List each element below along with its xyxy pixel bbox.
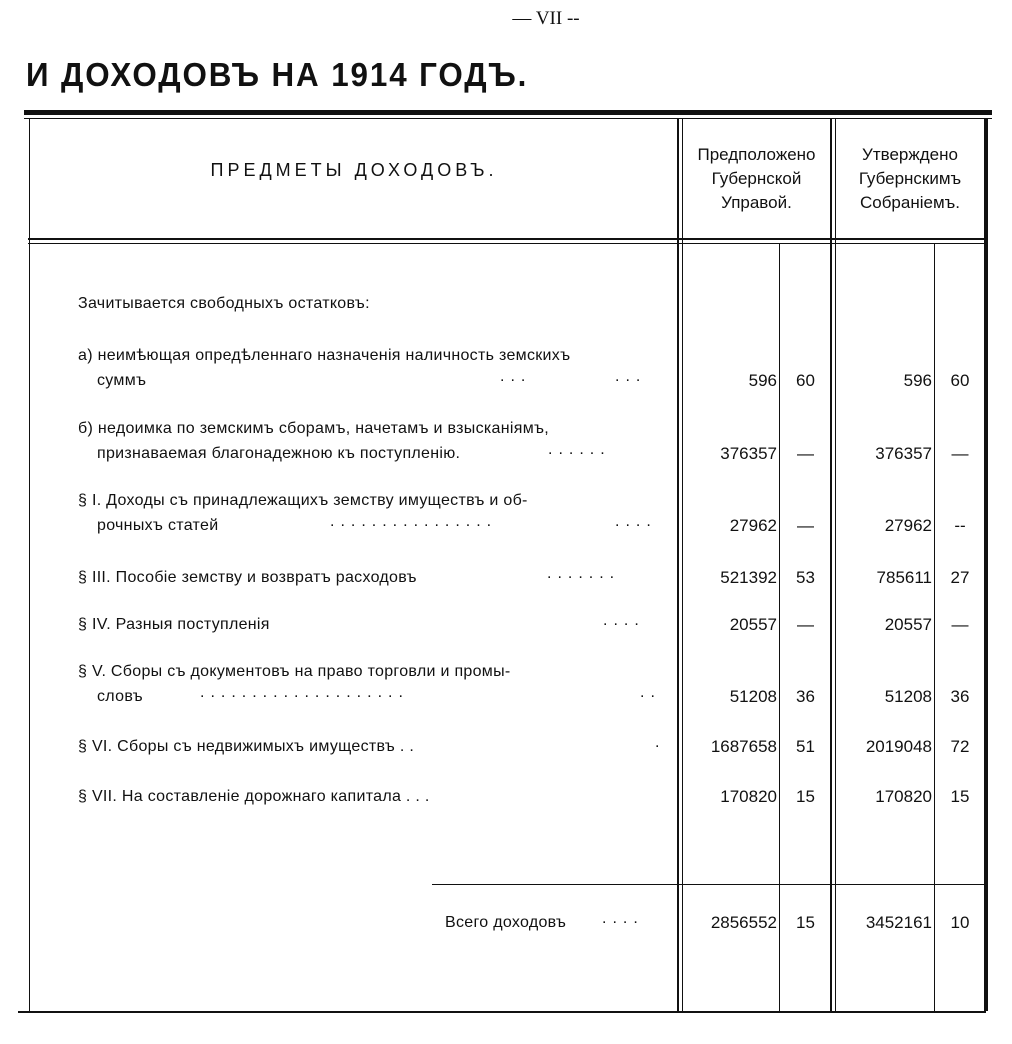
section-heading: Зачитывается свободныхъ остатковъ:	[78, 295, 370, 312]
row-text-line: § VII. На составленіе дорожнаго капитала . . .	[78, 788, 430, 805]
row-approved-kop: 15	[950, 787, 970, 806]
row-text-line: рочныхъ статей	[97, 517, 219, 534]
leader-dots: .......	[547, 565, 621, 582]
header-proposed-line: Губернской	[711, 169, 802, 188]
row-proposed-kop: —	[797, 615, 814, 634]
header-approved-line: Собраніемъ.	[859, 193, 961, 212]
row-text-line: § III. Пособіе земству и возвратъ расходовъ	[78, 569, 417, 586]
row-proposed-rub: 376357	[720, 444, 777, 463]
row-approved-rub: 170820	[875, 787, 932, 806]
total-proposed-kop: 15	[796, 913, 815, 932]
table-top-rule	[24, 110, 992, 115]
row-proposed-rub: 596	[748, 371, 777, 390]
row-approved-kop: —	[951, 615, 969, 634]
leader-dots: ...	[615, 368, 647, 385]
row-proposed-kop: —	[797, 444, 814, 463]
row-approved-rub: 27962	[884, 516, 932, 535]
table-top-rule-thin	[24, 118, 992, 119]
row-approved-kop: 72	[950, 737, 970, 756]
row-approved-rub: 596	[903, 371, 932, 390]
leader-dots: ......	[548, 441, 611, 458]
row-approved-rub: 785611	[876, 568, 932, 587]
header-approved-line: Утверждено	[862, 145, 958, 164]
row-approved-kop: --	[954, 516, 966, 535]
leader-dots: ................	[330, 513, 498, 530]
leader-dots: ..	[640, 684, 661, 701]
page-title: И ДОХОДОВЪ НА 1914 ГОДЪ.	[26, 56, 529, 93]
header-bottom-rule	[28, 238, 986, 240]
row-proposed-rub: 51208	[729, 687, 777, 706]
row-approved-rub: 51208	[884, 687, 932, 706]
row-proposed-rub: 27962	[729, 516, 777, 535]
leader-dots: ...	[500, 368, 532, 385]
row-approved-kop: 60	[950, 371, 970, 390]
header-approved-line: Губернскимъ	[858, 169, 962, 188]
row-proposed-kop: 36	[796, 687, 815, 706]
header-items: ПРЕДМЕТЫ ДОХОДОВЪ.	[210, 160, 498, 180]
leader-dots: .	[655, 734, 666, 751]
row-text-line: словъ	[97, 688, 143, 705]
row-proposed-kop: 53	[796, 568, 815, 587]
row-proposed-rub: 170820	[720, 787, 777, 806]
total-approved-kop: 10	[950, 913, 970, 932]
row-proposed-rub: 20557	[729, 615, 777, 634]
row-approved-rub: 20557	[884, 615, 932, 634]
row-text-line: § I. Доходы съ принадлежащихъ земству имуществъ и об-	[78, 492, 528, 509]
row-proposed-kop: —	[797, 516, 814, 535]
left-border	[29, 118, 30, 1011]
right-border	[984, 118, 988, 1011]
row-proposed-kop: 15	[796, 787, 815, 806]
header-proposed	[683, 143, 830, 215]
row-proposed-kop: 60	[796, 371, 815, 390]
row-text-line: § V. Сборы съ документовъ на право торговли и промы-	[78, 663, 511, 680]
row-approved-kop: —	[951, 444, 969, 463]
row-approved-kop: 36	[950, 687, 970, 706]
leader-dots: ....	[615, 513, 657, 530]
row-text-line: суммъ	[97, 372, 147, 389]
total-rule	[432, 884, 986, 885]
row-text-line: § VI. Сборы съ недвижимыхъ имуществъ . .	[78, 738, 415, 755]
total-proposed-rub: 2856552	[710, 913, 777, 932]
page-number: — VII --	[512, 8, 580, 29]
col-divider-proposed	[677, 118, 679, 1011]
col-divider-approved	[830, 118, 832, 1011]
header-bottom-rule-thin	[28, 243, 986, 244]
header-proposed-line: Предположено	[697, 145, 816, 164]
row-text-line: б) недоимка по земскимъ сборамъ, начетамъ и взысканіямъ,	[78, 420, 550, 437]
row-text-line: признаваемая благонадежною къ поступленію.	[97, 445, 461, 462]
row-approved-rub: 376357	[875, 444, 932, 463]
total-leader-dots: ....	[602, 910, 644, 927]
leader-dots: ....	[603, 612, 645, 629]
leader-dots: ....................	[200, 684, 409, 701]
header-approved	[836, 143, 984, 215]
total-label: Всего доходовъ	[445, 914, 567, 931]
header-proposed-line: Управой.	[721, 193, 792, 212]
row-proposed-rub: 521392	[720, 568, 777, 587]
table-bottom-rule	[18, 1011, 986, 1013]
kop-divider-approved	[934, 244, 935, 1011]
kop-divider-proposed	[779, 244, 780, 1011]
row-approved-kop: 27	[950, 568, 970, 587]
row-text-line: § IV. Разныя поступленія	[78, 616, 270, 633]
total-approved-rub: 3452161	[865, 913, 932, 932]
row-approved-rub: 2019048	[865, 737, 932, 756]
row-proposed-kop: 51	[796, 737, 815, 756]
row-text-line: а) неимѣющая опредѣленнаго назначенія наличность земскихъ	[78, 347, 571, 364]
row-proposed-rub: 1687658	[710, 737, 777, 756]
